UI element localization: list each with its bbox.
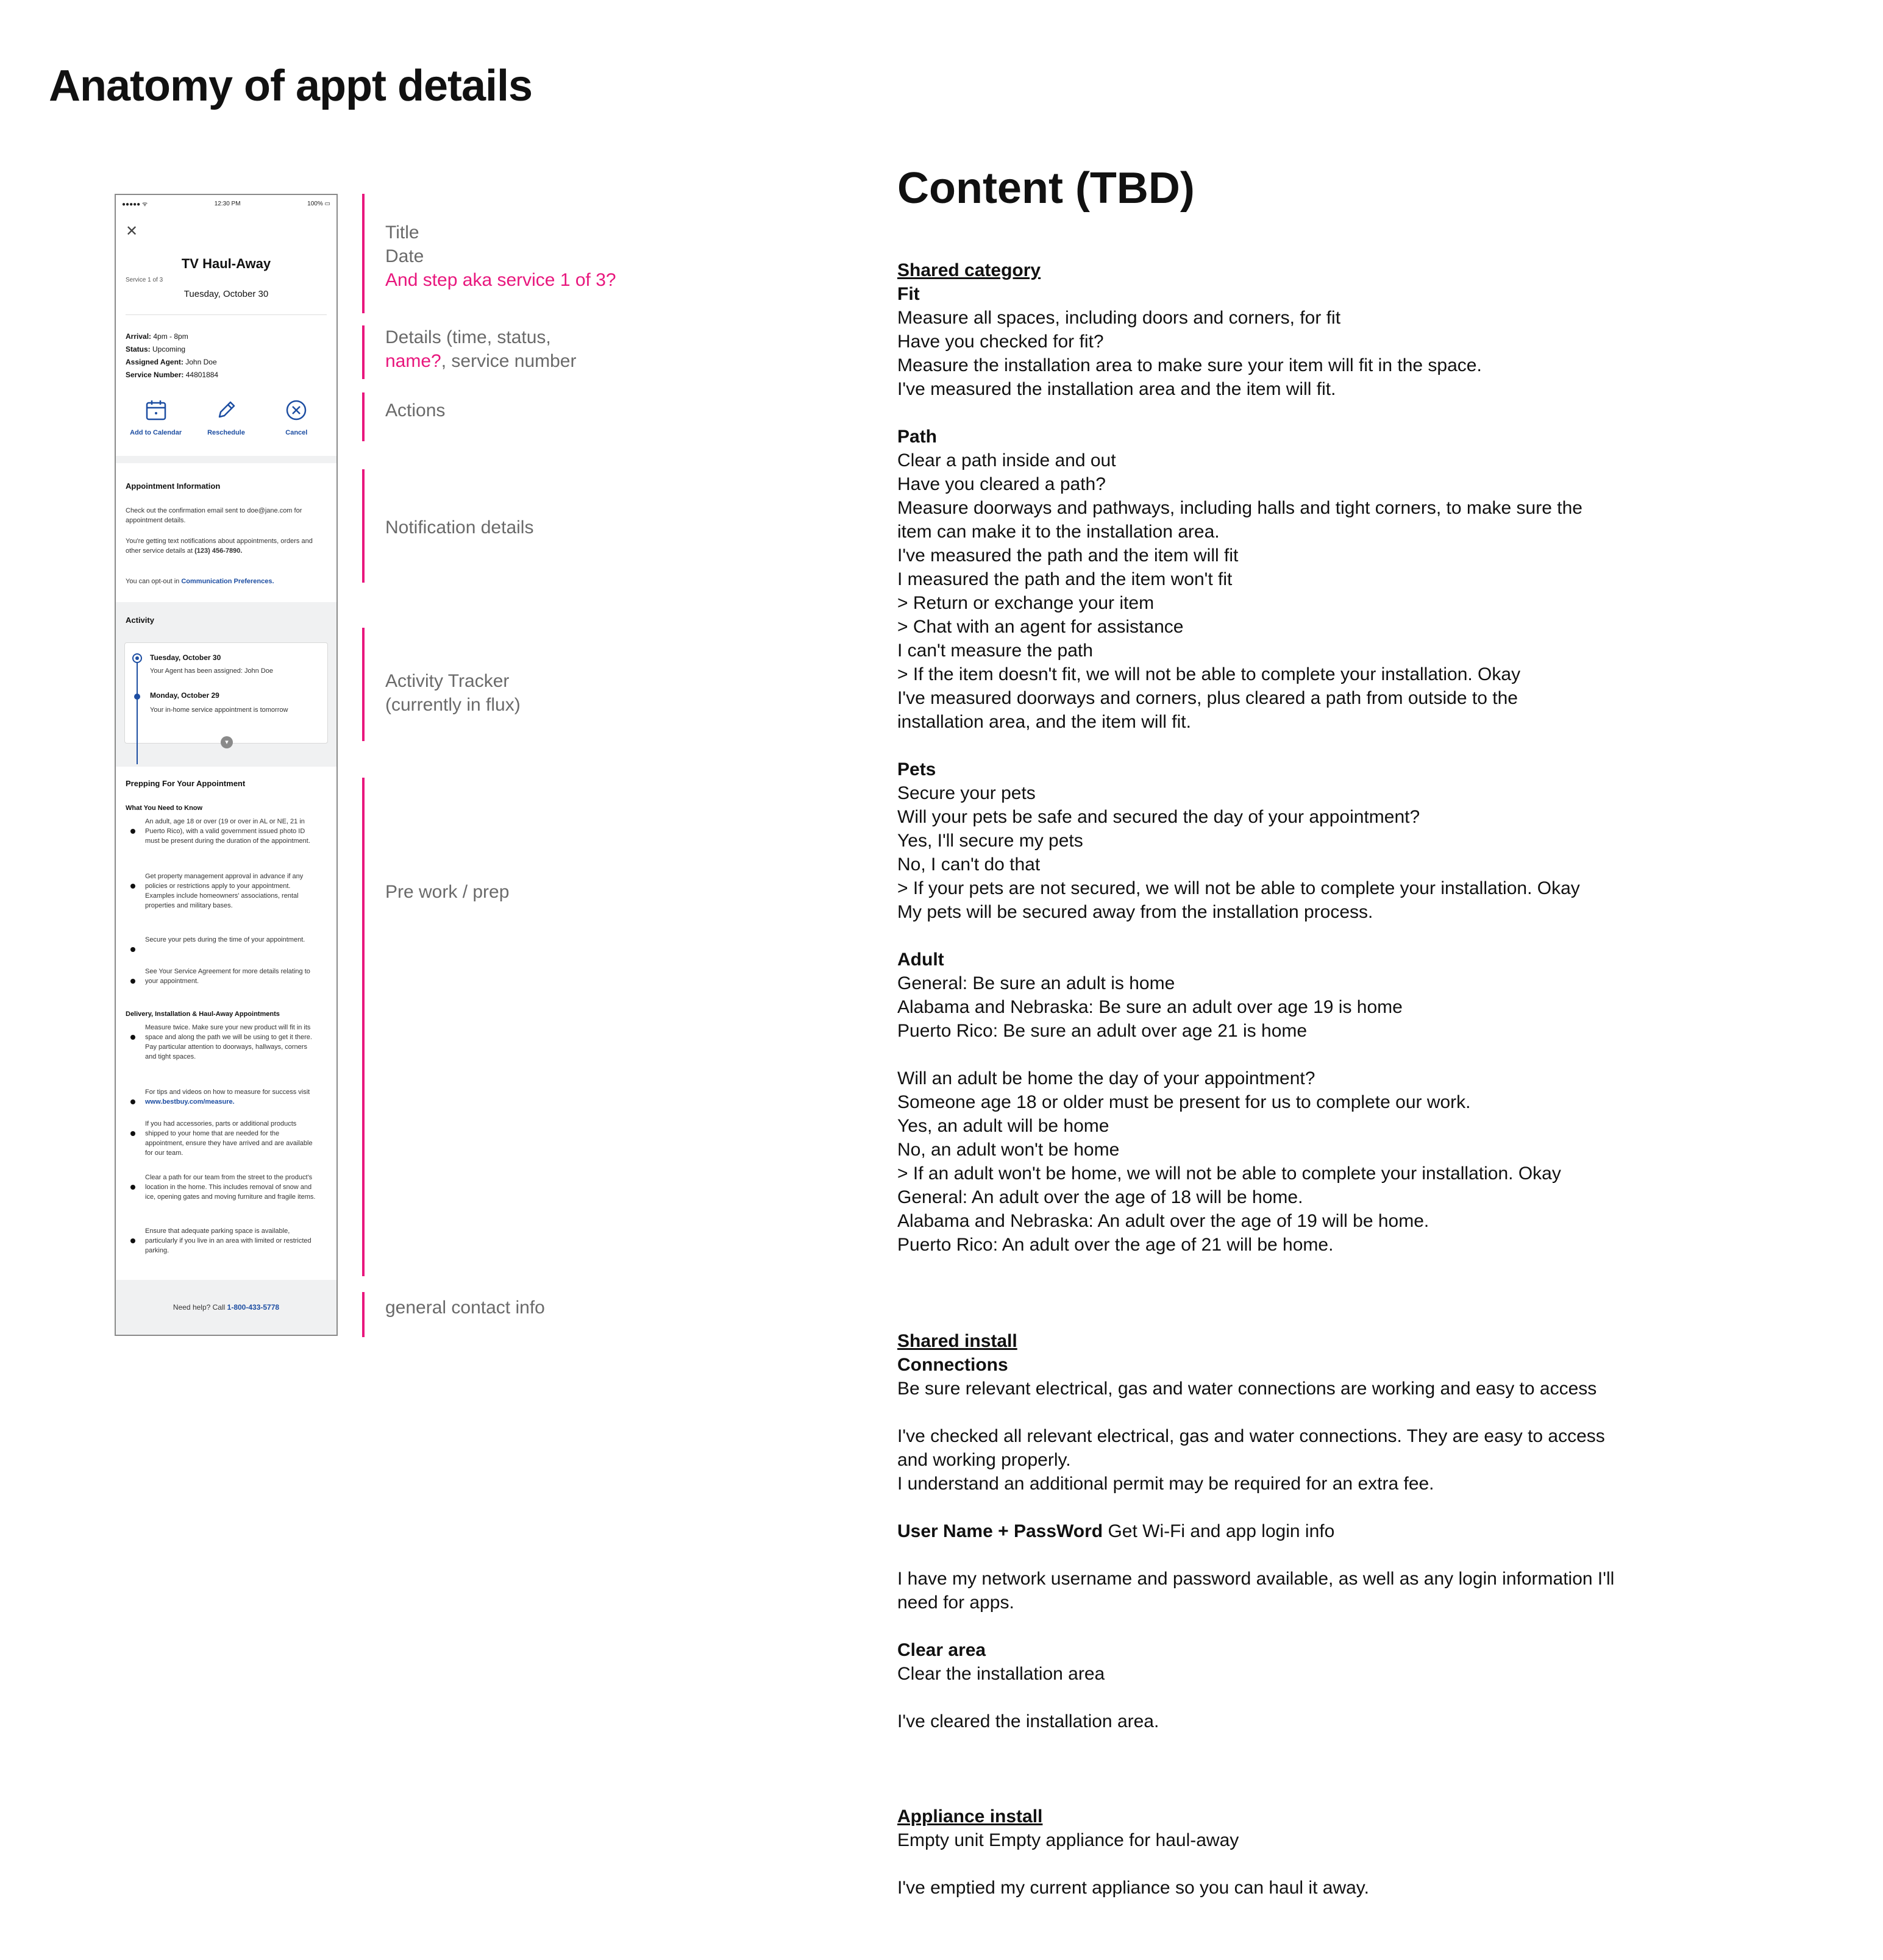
battery-indicator: 100% ▭	[307, 200, 330, 207]
appointment-title: TV Haul-Away	[181, 256, 271, 271]
content-line: I have my network username and password available, as well as any login information I'll	[897, 1569, 1615, 1589]
content-line: Puerto Rico: Be sure an adult over age 21 is home	[897, 1021, 1308, 1041]
annotation-line: Details (time, status,	[385, 327, 551, 347]
fit-heading: Fit	[897, 284, 920, 304]
detail-label: Arrival:	[126, 332, 152, 341]
content-line: > Return or exchange your item	[897, 593, 1155, 613]
annotation-details	[385, 325, 576, 373]
content-line: installation area, and the item will fit.	[897, 712, 1191, 732]
page-title: Anatomy of appt details	[49, 62, 533, 110]
annotation-text: , service number	[441, 351, 577, 371]
content-line: item can make it to the installation area.	[897, 522, 1220, 542]
content-line: Yes, I'll secure my pets	[897, 831, 1083, 851]
content-line: I've measured doorways and corners, plus cleared a path from outside to the	[897, 688, 1518, 708]
adult-heading: Adult	[897, 950, 944, 970]
status-bar	[116, 195, 336, 212]
annotation-bar	[362, 1292, 365, 1337]
annotation-notification: Notification details	[385, 517, 534, 538]
add-to-calendar-button[interactable]	[123, 399, 190, 436]
content-line: > If the item doesn't fit, we will not be able to complete your installation. Okay	[897, 664, 1521, 684]
annotation-title	[385, 221, 616, 292]
text-notification-info	[126, 536, 327, 556]
content-line: Measure all spaces, including doors and corners, for fit	[897, 308, 1341, 328]
annotation-line: And step aka service 1 of 3?	[385, 270, 616, 290]
content-line: No, an adult won't be home	[897, 1140, 1120, 1160]
content-line: > If an adult won't be home, we will not be able to complete your installation. Okay	[897, 1163, 1561, 1184]
list-item: Get property management approval in advance if any policies or restrictions apply to your appointment. Examples include homeowners' associations, rental properties and military bases.	[130, 872, 319, 911]
list-item: If you had accessories, parts or additional products shipped to your home that are needed for the appointment, ensure they have arrived and are available for our team.	[130, 1119, 319, 1158]
annotation-highlight: name?	[385, 351, 441, 371]
activity-current-dot	[132, 653, 142, 663]
list-item: Measure twice. Make sure your new product will fit in its space and along the path we will be using to get it there. Pay particular attention to doorways, hallways, corners and tight spaces.	[130, 1023, 319, 1062]
prepping-title: Prepping For Your Appointment	[126, 779, 246, 788]
content-line: Alabama and Nebraska: An adult over the age of 19 will be home.	[897, 1211, 1429, 1231]
content-line: need for apps.	[897, 1592, 1014, 1613]
path-heading: Path	[897, 427, 938, 447]
activity-event-text: Your Agent has been assigned: John Doe	[150, 667, 274, 675]
content-line: Empty unit Empty appliance for haul-away	[897, 1830, 1239, 1850]
annotation-bar	[362, 778, 365, 1276]
category-heading: Shared install	[897, 1331, 1017, 1351]
username-heading: User Name + PassWord	[897, 1521, 1103, 1541]
content-line: Will an adult be home the day of your appointment?	[897, 1068, 1315, 1088]
annotation-actions: Actions	[385, 400, 446, 421]
measure-link[interactable]: www.bestbuy.com/measure.	[145, 1098, 235, 1106]
content-line: Secure your pets	[897, 783, 1036, 803]
status-time: 12:30 PM	[214, 200, 241, 207]
content-line: My pets will be secured away from the installation process.	[897, 902, 1373, 922]
content-line: Measure the installation area to make sure your item will fit in the space.	[897, 355, 1482, 375]
activity-event-date: Monday, October 29	[150, 691, 219, 700]
detail-label: Status:	[126, 345, 151, 353]
content-line: and working properly.	[897, 1450, 1071, 1470]
content-line: Have you checked for fit?	[897, 332, 1104, 352]
help-footer	[116, 1280, 336, 1335]
content-line: Yes, an adult will be home	[897, 1116, 1109, 1136]
help-phone-link[interactable]: 1-800-433-5778	[227, 1303, 280, 1312]
content-line: I understand an additional permit may be required for an extra fee.	[897, 1474, 1434, 1494]
content-line: Clear a path inside and out	[897, 450, 1116, 470]
appointment-info-title: Appointment Information	[126, 481, 221, 491]
detail-label: Assigned Agent:	[126, 358, 183, 366]
content-line: I measured the path and the item won't fit	[897, 569, 1233, 589]
detail-arrival	[126, 330, 218, 343]
detail-value: 4pm - 8pm	[153, 332, 188, 341]
category-heading: Appliance install	[897, 1806, 1043, 1827]
list-item: Secure your pets during the time of your appointment.	[130, 935, 319, 945]
content-line: Alabama and Nebraska: Be sure an adult over age 19 is home	[897, 997, 1403, 1017]
confirmation-email-text: Check out the confirmation email sent to doe@jane.com for appointment details.	[126, 507, 302, 524]
content-line: Puerto Rico: An adult over the age of 21 will be home.	[897, 1235, 1334, 1255]
annotation-line	[385, 349, 576, 373]
service-step: Service 1 of 3	[126, 277, 163, 283]
detail-status	[126, 343, 218, 356]
content-line: Clear the installation area	[897, 1664, 1105, 1684]
content-line: Someone age 18 or older must be present for us to complete our work.	[897, 1092, 1471, 1112]
annotation-line: Title	[385, 222, 419, 243]
content-line: Have you cleared a path?	[897, 474, 1106, 494]
action-label: Reschedule	[207, 429, 245, 436]
content-line: General: Be sure an adult is home	[897, 973, 1175, 993]
action-label: Cancel	[285, 429, 308, 436]
username-inline: Get Wi-Fi and app login info	[1103, 1521, 1335, 1541]
pencil-icon	[215, 399, 238, 422]
action-bar	[116, 399, 336, 436]
annotation-line: (currently in flux)	[385, 695, 521, 715]
calendar-icon	[144, 399, 168, 422]
cancel-icon	[285, 399, 308, 422]
notification-text: You're getting text notifications about appointments, orders and other service details at	[126, 538, 313, 555]
annotation-contact: general contact info	[385, 1298, 545, 1318]
activity-title: Activity	[126, 616, 154, 625]
content-line: I've measured the installation area and the item will fit.	[897, 379, 1336, 399]
activity-event-date: Tuesday, October 30	[150, 653, 221, 662]
appointment-details	[126, 330, 218, 382]
activity-past-dot	[134, 694, 140, 700]
carrier-signal: ●●●●● ᯤ	[122, 201, 148, 208]
category-heading: Shared category	[897, 260, 1041, 280]
cancel-button[interactable]	[263, 399, 330, 436]
section-gap	[116, 456, 336, 463]
annotation-line: Date	[385, 246, 424, 266]
expand-chevron-icon[interactable]: ▾	[221, 736, 233, 748]
annotation-prework: Pre work / prep	[385, 882, 510, 902]
content-line: General: An adult over the age of 18 will be home.	[897, 1187, 1303, 1207]
username-line	[897, 1519, 1334, 1543]
list-item: Clear a path for our team from the street to the product's location in the home. This includes removal of snow and ice, opening gates and moving furniture and fragile items.	[130, 1173, 319, 1202]
content-line: > If your pets are not secured, we will not be able to complete your installation. Okay	[897, 878, 1580, 898]
action-label: Add to Calendar	[130, 429, 182, 436]
annotation-bar	[362, 469, 365, 583]
annotation-bar	[362, 325, 365, 379]
list-item: An adult, age 18 or over (19 or over in AL or NE, 21 in Puerto Rico), with a valid government issued photo ID must be present during the duration of the appointment.	[130, 817, 319, 846]
annotation-activity	[385, 669, 521, 717]
divider	[126, 314, 327, 315]
list-item: See Your Service Agreement for more details relating to your appointment.	[130, 967, 319, 986]
list-item-text: For tips and videos on how to measure for success visit	[145, 1088, 310, 1096]
pets-heading: Pets	[897, 759, 936, 779]
help-text: Need help? Call	[173, 1303, 226, 1312]
prepping-subtitle: Delivery, Installation & Haul-Away Appointments	[126, 1010, 280, 1018]
detail-label: Service Number:	[126, 371, 184, 379]
activity-event-text: Your in-home service appointment is tomorrow	[150, 706, 288, 714]
close-icon[interactable]: ✕	[126, 223, 138, 240]
communication-preferences-link[interactable]: Communication Preferences.	[181, 578, 274, 585]
annotation-bar	[362, 194, 365, 313]
content-line: Be sure relevant electrical, gas and water connections are working and easy to access	[897, 1379, 1597, 1399]
prepping-subtitle: What You Need to Know	[126, 804, 203, 812]
content-line: I've emptied my current appliance so you can haul it away.	[897, 1878, 1369, 1898]
phone-mockup	[115, 194, 338, 1336]
content-line: Will your pets be safe and secured the day of your appointment?	[897, 807, 1420, 827]
activity-track	[137, 657, 138, 764]
annotation-line: Activity Tracker	[385, 671, 510, 691]
annotation-bar	[362, 392, 365, 441]
detail-value: John Doe	[185, 358, 217, 366]
content-line: Measure doorways and pathways, including halls and tight corners, to make sure the	[897, 498, 1582, 518]
content-line: I've cleared the installation area.	[897, 1711, 1159, 1731]
reschedule-button[interactable]	[193, 399, 260, 436]
notification-phone: (123) 456-7890.	[194, 547, 243, 555]
list-item: Ensure that adequate parking space is available, particularly if you live in an area with limited or restricted parking.	[130, 1226, 319, 1255]
content-line: I can't measure the path	[897, 641, 1093, 661]
detail-value: 44801884	[185, 371, 219, 379]
detail-service-number	[126, 369, 218, 382]
clear-area-heading: Clear area	[897, 1640, 986, 1660]
content-line: I've checked all relevant electrical, gas and water connections. They are easy to access	[897, 1426, 1605, 1446]
content-title: Content (TBD)	[897, 164, 1195, 213]
detail-value: Upcoming	[152, 345, 186, 353]
opt-out-text	[126, 577, 327, 586]
appointment-date: Tuesday, October 30	[183, 289, 269, 299]
annotation-bar	[362, 628, 365, 741]
opt-out-label: You can opt-out in	[126, 578, 180, 585]
content-line: I've measured the path and the item will fit	[897, 545, 1239, 566]
detail-agent	[126, 356, 218, 369]
list-item	[130, 1087, 319, 1107]
connections-heading: Connections	[897, 1355, 1008, 1375]
content-line: > Chat with an agent for assistance	[897, 617, 1184, 637]
content-line: No, I can't do that	[897, 854, 1041, 875]
